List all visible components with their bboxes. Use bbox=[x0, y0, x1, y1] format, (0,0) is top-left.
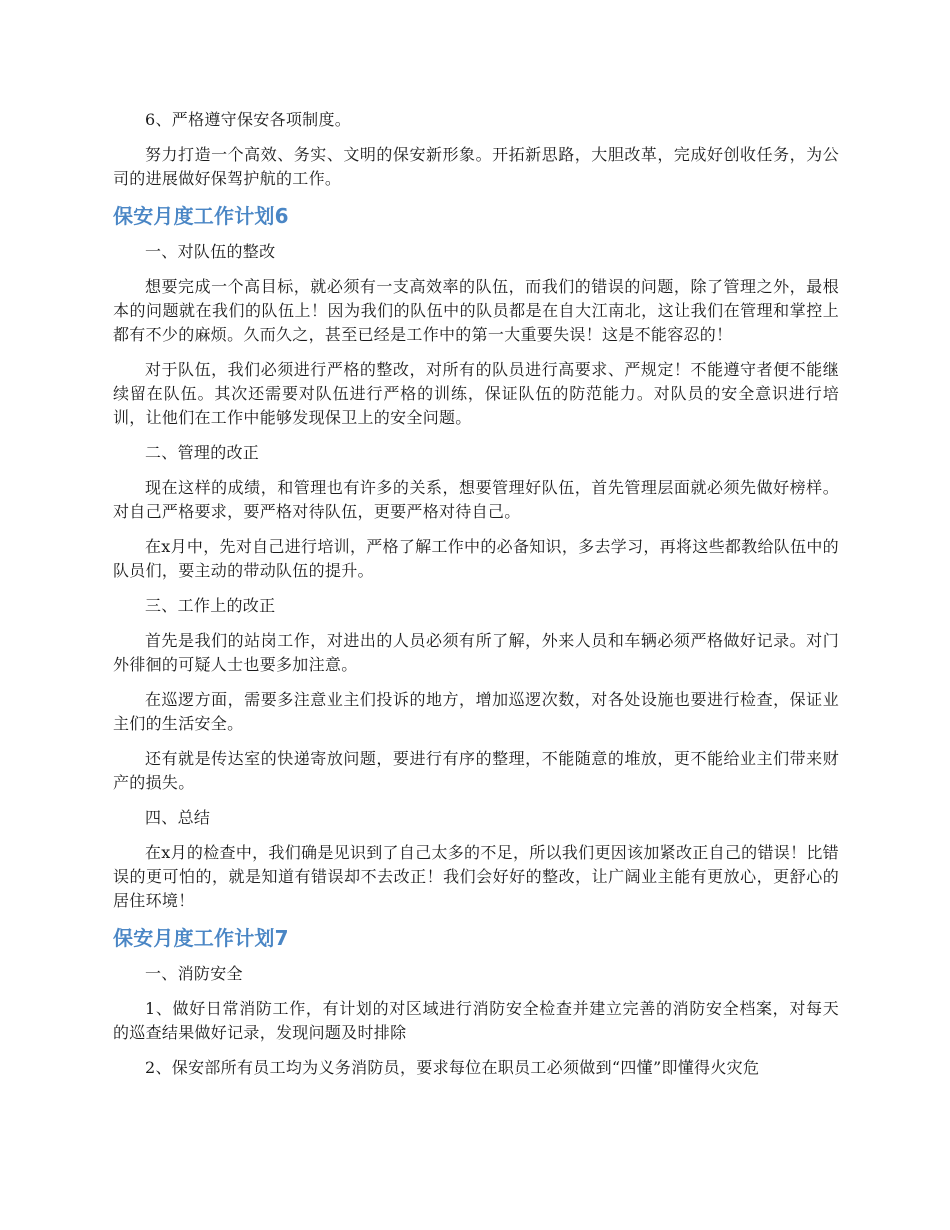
paragraph: 在x月的检查中，我们确是见识到了自己太多的不足，所以我们更因该加紧改正自己的错误！比错误的更可怕的，就是知道有错误却不去改正！我们会好好的整改，让广阔业主能有更放心，更舒心的居住环境！ bbox=[113, 843, 839, 910]
paragraph: 对于队伍，我们必须进行严格的整改，对所有的队员进行高要求、严规定！不能遵守者便不能继续留在队伍。其次还需要对队伍进行严格的训练，保证队伍的防范能力。对队员的安全意识进行培训，让他们在工作中能够发现保卫上的安全问题。 bbox=[113, 360, 839, 427]
paragraph: 现在这样的成绩，和管理也有许多的关系，想要管理好队伍，首先管理层面就必须先做好榜样。对自己严格要求，要严格对待队伍，更要严格对待自己。 bbox=[113, 478, 839, 521]
paragraph: 在巡逻方面，需要多注意业主们投诉的地方，增加巡逻次数，对各处设施也要进行检查，保证业主们的生活安全。 bbox=[113, 690, 839, 733]
paragraph: 1、做好日常消防工作，有计划的对区域进行消防安全检查并建立完善的消防安全档案，对每天的巡查结果做好记录，发现问题及时排除 bbox=[113, 999, 839, 1042]
section-title: 保安月度工作计划6 bbox=[113, 204, 289, 228]
subheading: 一、对队伍的整改 bbox=[145, 242, 276, 261]
paragraph: 在x月中，先对自己进行培训，严格了解工作中的必备知识，多去学习，再将这些都教给队伍中的队员们，要主动的带动队伍的提升。 bbox=[113, 537, 839, 580]
paragraph: 努力打造一个高效、务实、文明的保安新形象。开拓新思路，大胆改革，完成好创收任务，为公司的进展做好保驾护航的工作。 bbox=[113, 145, 839, 188]
paragraph: 还有就是传达室的快递寄放问题，要进行有序的整理，不能随意的堆放，更不能给业主们带来财产的损失。 bbox=[113, 749, 839, 792]
paragraph: 想要完成一个高目标，就必须有一支高效率的队伍，而我们的错误的问题，除了管理之外，最根本的问题就在我们的队伍上！因为我们的队伍中的队员都是在自大江南北，这让我们在管理和掌控上都有不少的麻烦。久而久之，甚至已经是工作中的第一大重要失误！这是不能容忍的！ bbox=[113, 277, 839, 344]
document-page bbox=[113, 108, 839, 1091]
paragraph: 首先是我们的站岗工作，对进出的人员必须有所了解，外来人员和车辆必须严格做好记录。对门外徘徊的可疑人士也要多加注意。 bbox=[113, 631, 839, 674]
paragraph: 6、严格遵守保安各项制度。 bbox=[145, 110, 352, 129]
subheading: 四、总结 bbox=[145, 808, 211, 827]
subheading: 二、管理的改正 bbox=[145, 443, 260, 462]
subheading: 三、工作上的改正 bbox=[145, 596, 276, 615]
subheading: 一、消防安全 bbox=[145, 964, 243, 983]
paragraph: 2、保安部所有员工均为义务消防员，要求每位在职员工必须做到“四懂”即懂得火灾危 bbox=[145, 1058, 760, 1077]
section-title: 保安月度工作计划7 bbox=[113, 926, 289, 950]
